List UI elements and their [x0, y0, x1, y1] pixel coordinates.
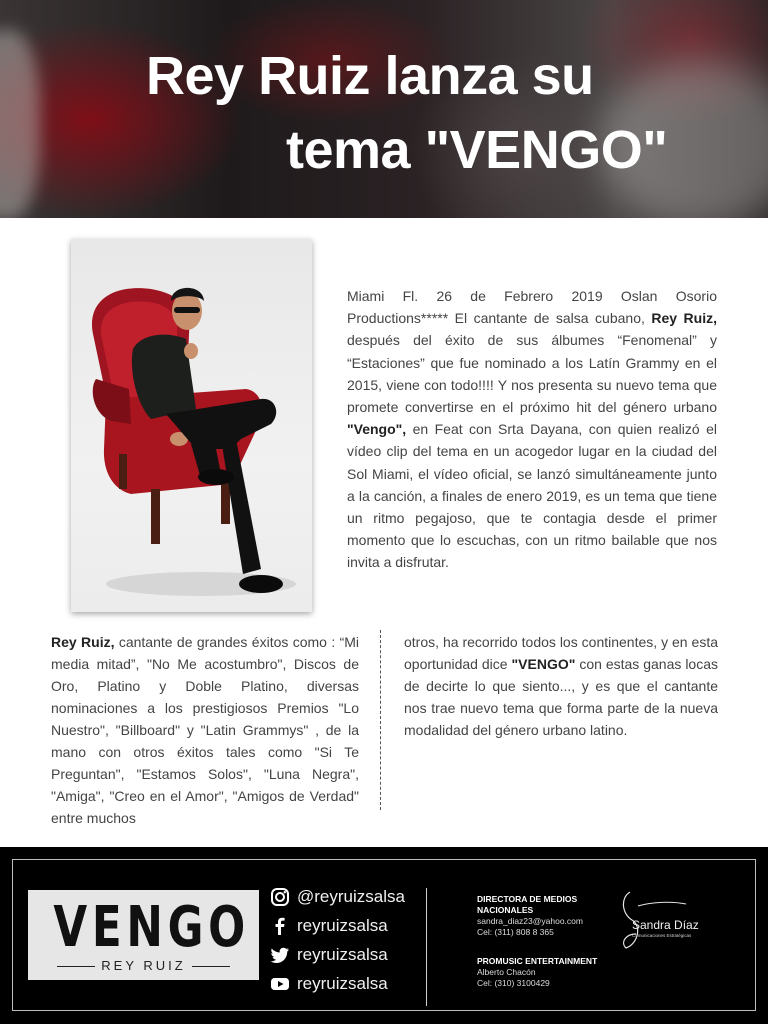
right-column-body: otros, ha recorrido todos los continentes, y en esta oportunidad dice	[404, 634, 718, 672]
column-divider	[380, 630, 381, 810]
social-youtube[interactable]	[269, 969, 419, 998]
twitter-icon	[269, 944, 291, 966]
signature-name: Sandra Díaz	[632, 918, 699, 932]
artist-name-bold: Rey Ruiz,	[651, 310, 717, 327]
contact1-title-cont: NACIONALES	[477, 905, 534, 915]
artist-name-bold: Rey Ruiz,	[51, 634, 115, 650]
page-title-line1: Rey Ruiz lanza su	[146, 46, 594, 106]
social-facebook[interactable]	[269, 911, 419, 940]
instagram-icon	[269, 886, 291, 908]
intro-paragraph	[347, 285, 717, 574]
intro-text: en Feat con Srta Dayana, con quien realizó el vídeo clip del tema en un acogedor lugar en la ciudad del Sol Miami, el vídeo oficial, se lanzó simultáneamente junto a la canción, a finales de enero 2019, es un tema que tiene un ritmo pegajoso, que te contagia desde el primer momento que lo escuchas, con un ritmo bailable que nos invita a disfrutar.	[347, 421, 717, 571]
artist-photo	[71, 239, 312, 612]
signature-subtitle: Comunicaciones Estratégicas	[632, 933, 692, 938]
footer-frame	[12, 859, 756, 1011]
footer-vertical-divider	[426, 888, 427, 1006]
facebook-icon	[269, 915, 291, 937]
contact1-phone: Cel: (311) 808 8 365	[477, 927, 554, 937]
song-name-bold: "Vengo",	[347, 421, 407, 438]
contact2-name: Alberto Chacón	[477, 967, 536, 977]
song-name-bold: "VENGO"	[511, 656, 576, 672]
vengo-logo	[28, 890, 259, 980]
footer	[0, 847, 768, 1024]
header-background-shape	[0, 30, 40, 218]
social-links	[269, 882, 419, 998]
contact1-email[interactable]: sandra_diaz23@yahoo.com	[477, 916, 583, 926]
contact2-phone: Cel: (310) 3100429	[477, 978, 550, 988]
sandra-diaz-signature-logo	[616, 884, 726, 954]
right-column-text	[404, 631, 718, 741]
vengo-logo-subtitle: REY RUIZ	[28, 958, 259, 974]
right-column-body: con estas ganas locas de decirte lo que siento..., y es que el cantante nos trae nuevo tema que forma parte de la nueva modalidad del género urbano latino.	[404, 656, 719, 738]
contact1-title: DIRECTORA DE MEDIOS	[477, 894, 578, 904]
header-banner	[0, 0, 768, 218]
social-twitter[interactable]	[269, 940, 419, 969]
press-contacts	[477, 894, 617, 989]
intro-text: Miami Fl. 26 de Febrero 2019 Oslan Osorio Productions***** El cantante de salsa cubano,	[347, 288, 717, 327]
left-column-text	[51, 631, 359, 829]
vengo-logo-word: VENGO	[53, 895, 250, 960]
intro-text: después del éxito de sus álbumes “Fenomenal” y “Estaciones” que fue nominado a los Latín Grammy en el 2015, viene con todo!!!! Y nos presenta su nuevo tema que promete convertirse en el próximo hit del género urbano	[347, 332, 717, 416]
facebook-handle: reyruizsalsa	[297, 915, 388, 935]
left-column-body: cantante de grandes éxitos como : “Mi media mitad”, "No Me acostumbro", Discos de Oro, Platino y Doble Platino, diversas nominaciones a los prestigiosos Premios "Lo Nuestro", "Billboard" y "Latin Grammys" , de la mano con otros éxitos tales como "Si Te Preguntan", "Estamos Solos", "Luna Negra", "Amiga", "Creo en el Amor", "Amigos de Verdad" entre muchos	[51, 634, 359, 826]
social-instagram[interactable]	[269, 882, 419, 911]
youtube-icon	[269, 973, 291, 995]
instagram-handle: @reyruizsalsa	[297, 886, 405, 906]
artist-photo-illustration	[71, 239, 312, 612]
youtube-handle: reyruizsalsa	[297, 973, 388, 993]
twitter-handle: reyruizsalsa	[297, 944, 388, 964]
page-title-line2: tema "VENGO"	[286, 120, 668, 180]
contact2-title: PROMUSIC ENTERTAINMENT	[477, 956, 598, 966]
